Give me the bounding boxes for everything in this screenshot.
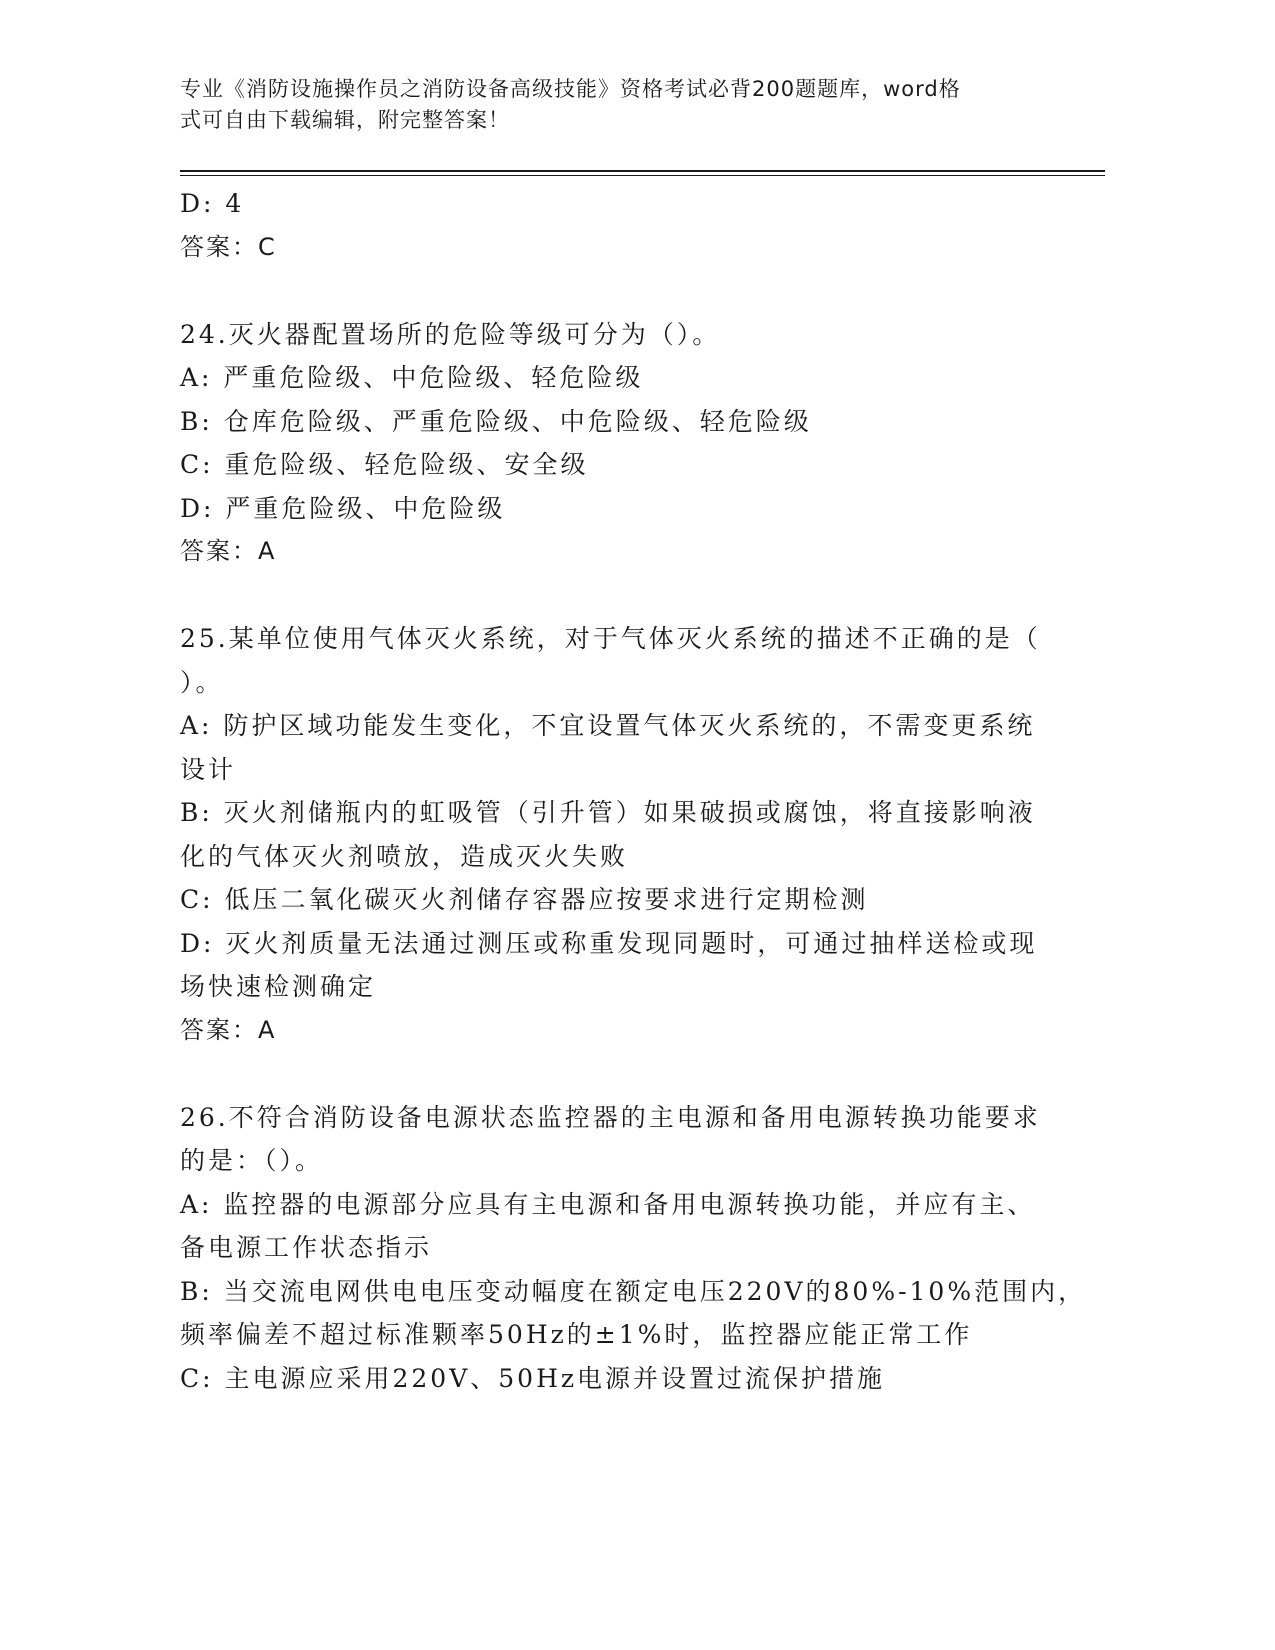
q26-option-b-line-1: B: 当交流电网供电电压变动幅度在额定电压220V的80%-10%范围内， bbox=[180, 1276, 1087, 1306]
spacer bbox=[180, 574, 1030, 618]
spacer bbox=[180, 269, 1030, 313]
q24-option-a: A: 严重危险级、中危险级、轻危险级 bbox=[180, 363, 644, 392]
q24-answer: 答案：A bbox=[180, 537, 277, 565]
q25-option-b-line-2: 化的气体灭火剂喷放，造成灭火失败 bbox=[180, 841, 629, 871]
header-divider-thin bbox=[180, 175, 1105, 176]
q26-option-a-line-2: 备电源工作状态指示 bbox=[180, 1233, 433, 1262]
q25-option-a-line-1: A: 防护区域功能发生变化，不宜设置气体灭火系统的，不需变更系统 bbox=[180, 711, 1036, 740]
q23-option-d: D: 4 bbox=[180, 189, 245, 218]
q24-option-b: B: 仓库危险级、严重危险级、中危险级、轻危险级 bbox=[180, 406, 812, 436]
header-line-1: 专业《消防设施操作员之消防设备高级技能》资格考试必背200题题库，word格 bbox=[180, 77, 961, 101]
q25-option-c: C: 低压二氧化碳灭火剂储存容器应按要求进行定期检测 bbox=[180, 885, 869, 914]
q25-option-a-line-2: 设计 bbox=[180, 754, 237, 784]
q26-option-b-line-2: 频率偏差不超过标准颗率50Hz的±1%时，监控器应能正常工作 bbox=[180, 1320, 973, 1349]
q25-option-d-line-2: 场快速检测确定 bbox=[180, 972, 377, 1001]
header-divider-thick bbox=[180, 170, 1105, 172]
q25-option-d-line-1: D: 灭火剂质量无法通过测压或称重发现同题时，可通过抽样送检或现 bbox=[180, 928, 1038, 958]
q25-option-b-line-1: B: 灭火剂储瓶内的虹吸管（引升管）如果破损或腐蚀，将直接影响液 bbox=[180, 798, 1036, 827]
q24-stem: 24.灭火器配置场所的危险等级可分为（）。 bbox=[180, 319, 721, 349]
q26-option-c: C: 主电源应采用220V、50Hz电源并设置过流保护措施 bbox=[180, 1363, 886, 1393]
header-line-2: 式可自由下载编辑，附完整答案！ bbox=[180, 108, 510, 132]
q25-stem-line-1: 25.某单位使用气体灭火系统，对于气体灭火系统的描述不正确的是（ bbox=[180, 624, 1041, 653]
document-body bbox=[180, 182, 1087, 1400]
q24-option-d: D: 严重危险级、中危险级 bbox=[180, 493, 506, 523]
spacer bbox=[180, 1052, 1030, 1096]
q23-answer: 答案：C bbox=[180, 232, 277, 261]
q24-option-c: C: 重危险级、轻危险级、安全级 bbox=[180, 450, 589, 479]
q26-stem-line-2: 的是：（）。 bbox=[180, 1146, 324, 1175]
q26-option-a-line-1: A: 监控器的电源部分应具有主电源和备用电源转换功能，并应有主、 bbox=[180, 1189, 1036, 1219]
q25-answer: 答案：A bbox=[180, 1015, 277, 1044]
q26-stem-line-1: 26.不符合消防设备电源状态监控器的主电源和备用电源转换功能要求 bbox=[180, 1102, 1041, 1132]
q25-stem-line-2: ）。 bbox=[180, 667, 224, 697]
page-header bbox=[180, 74, 1040, 136]
